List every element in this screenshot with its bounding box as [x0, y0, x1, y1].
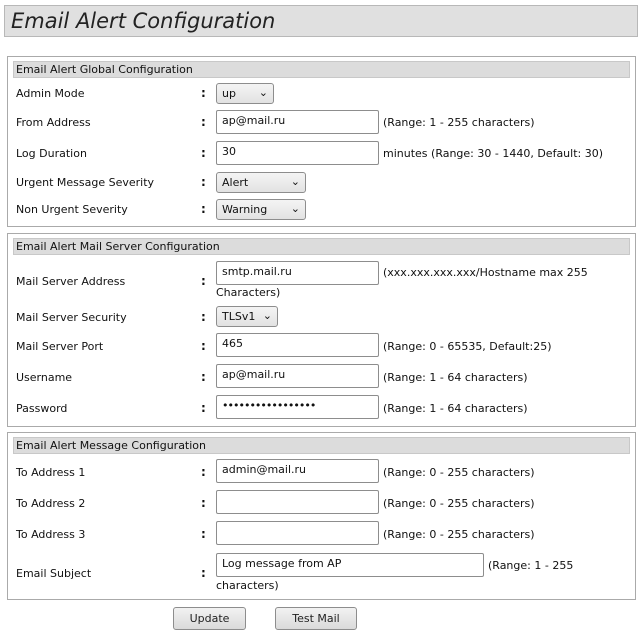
colon: :: [201, 202, 206, 216]
colon: :: [201, 175, 206, 189]
log-duration-label: Log Duration: [16, 147, 87, 160]
password-value: •••••••••••••••••: [222, 399, 316, 412]
page-title-bar: [4, 5, 638, 37]
username-input[interactable]: [216, 364, 379, 388]
from-address-value: ap@mail.ru: [222, 114, 286, 127]
to-address-3-input[interactable]: [216, 521, 379, 545]
global-config-title: Email Alert Global Configuration: [16, 63, 193, 76]
mail-server-security-select[interactable]: [216, 306, 278, 327]
username-value: ap@mail.ru: [222, 368, 286, 381]
chevron-down-icon: ⌄: [262, 309, 272, 322]
to-address-2-hint: (Range: 0 - 255 characters): [383, 497, 535, 510]
to-address-1-label: To Address 1: [16, 466, 86, 479]
message-config-header: [13, 437, 630, 454]
colon: :: [201, 339, 206, 353]
global-config-header: [13, 61, 630, 78]
colon: :: [201, 86, 206, 100]
colon: :: [201, 401, 206, 415]
urgent-severity-value: Alert: [222, 176, 249, 189]
log-duration-input[interactable]: [216, 141, 379, 165]
admin-mode-label: Admin Mode: [16, 87, 85, 100]
colon: :: [201, 496, 206, 510]
password-input[interactable]: [216, 395, 379, 419]
mail-server-port-input[interactable]: [216, 333, 379, 357]
mail-server-port-label: Mail Server Port: [16, 340, 104, 353]
mail-server-port-hint: (Range: 0 - 65535, Default:25): [383, 340, 552, 353]
colon: :: [201, 115, 206, 129]
mail-server-security-label: Mail Server Security: [16, 311, 127, 324]
admin-mode-select[interactable]: [216, 83, 274, 104]
global-config-section: [7, 56, 636, 227]
update-button[interactable]: Update: [173, 607, 246, 630]
email-subject-input[interactable]: [216, 553, 484, 577]
non-urgent-severity-select[interactable]: [216, 199, 306, 220]
colon: :: [201, 146, 206, 160]
urgent-severity-label: Urgent Message Severity: [16, 176, 155, 189]
chevron-down-icon: ⌄: [290, 175, 300, 188]
to-address-1-value: admin@mail.ru: [222, 463, 307, 476]
admin-mode-value: up: [222, 87, 236, 100]
from-address-hint: (Range: 1 - 255 characters): [383, 116, 535, 129]
colon: :: [201, 370, 206, 384]
mail-server-address-input[interactable]: [216, 261, 379, 285]
to-address-2-label: To Address 2: [16, 497, 86, 510]
mail-server-port-value: 465: [222, 337, 243, 350]
to-address-2-input[interactable]: [216, 490, 379, 514]
non-urgent-severity-value: Warning: [222, 203, 268, 216]
to-address-3-label: To Address 3: [16, 528, 86, 541]
colon: :: [201, 465, 206, 479]
to-address-3-hint: (Range: 0 - 255 characters): [383, 528, 535, 541]
mail-server-header: [13, 238, 630, 255]
email-subject-hint: (Range: 1 - 255: [488, 559, 574, 572]
from-address-label: From Address: [16, 116, 91, 129]
message-config-title: Email Alert Message Configuration: [16, 439, 207, 452]
urgent-severity-select[interactable]: [216, 172, 306, 193]
email-subject-value: Log message from AP: [222, 557, 342, 570]
mail-server-security-value: TLSv1: [222, 310, 256, 323]
mail-server-address-label: Mail Server Address: [16, 275, 126, 288]
log-duration-value: 30: [222, 145, 236, 158]
password-hint: (Range: 1 - 64 characters): [383, 402, 528, 415]
colon: :: [201, 274, 206, 288]
to-address-1-input[interactable]: [216, 459, 379, 483]
email-subject-hint-cont: characters): [216, 579, 279, 592]
colon: :: [201, 310, 206, 324]
test-mail-button[interactable]: Test Mail: [275, 607, 357, 630]
message-config-section: [7, 432, 636, 600]
mail-server-section: [7, 233, 636, 427]
chevron-down-icon: ⌄: [258, 86, 268, 99]
chevron-down-icon: ⌄: [290, 202, 300, 215]
non-urgent-severity-label: Non Urgent Severity: [16, 203, 128, 216]
log-duration-hint: minutes (Range: 30 - 1440, Default: 30): [383, 147, 604, 160]
to-address-1-hint: (Range: 0 - 255 characters): [383, 466, 535, 479]
username-label: Username: [16, 371, 73, 384]
colon: :: [201, 527, 206, 541]
from-address-input[interactable]: [216, 110, 379, 134]
mail-server-address-hint-cont: Characters): [216, 286, 281, 299]
username-hint: (Range: 1 - 64 characters): [383, 371, 528, 384]
mail-server-address-hint: (xxx.xxx.xxx.xxx/Hostname max 255: [383, 266, 588, 279]
mail-server-address-value: smtp.mail.ru: [222, 265, 292, 278]
page-title: Email Alert Configuration: [11, 9, 276, 33]
email-subject-label: Email Subject: [16, 567, 92, 580]
password-label: Password: [16, 402, 68, 415]
mail-server-title: Email Alert Mail Server Configuration: [16, 240, 220, 253]
colon: :: [201, 566, 206, 580]
